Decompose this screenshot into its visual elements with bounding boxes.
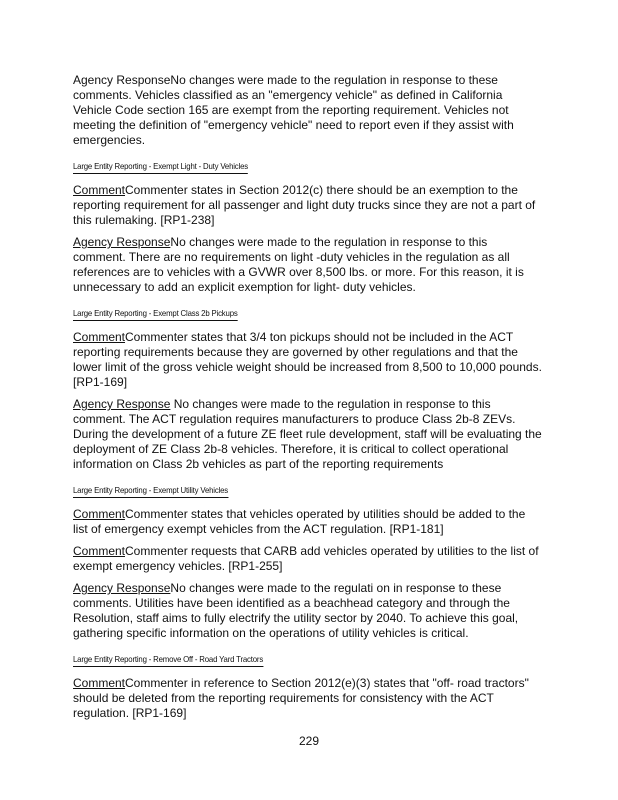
comment-text: Commenter states that 3/4 ton pickups should not be included in the ACT reporting requirements because they are governed by other regulations and that the lower limit of the gross vehicle weight should be increased from 8,500 to 10,000 pounds. [RP1-169] xyxy=(73,330,542,389)
comment-label: Comment xyxy=(73,676,126,690)
comment-text: Commenter requests that CARB add vehicles operated by utilities to the list of exempt emergency vehicles. [RP1-255] xyxy=(73,544,539,573)
comment-text: Commenter states in Section 2012(c) there should be an exemption to the reporting requirement for all passenger and light duty trucks since they are not a part of this rulemaking. [RP1-238] xyxy=(73,183,536,227)
agency-response-paragraph xyxy=(73,235,543,295)
agency-response-paragraph xyxy=(73,581,543,641)
agency-response-paragraph xyxy=(73,73,543,148)
agency-response-label: Agency Response xyxy=(73,581,171,595)
comment-label: Comment xyxy=(73,544,126,558)
comment-paragraph xyxy=(73,676,543,721)
comment-paragraph xyxy=(73,544,543,574)
agency-response-paragraph xyxy=(73,397,543,472)
section-heading: Large Entity Reporting - Exempt Light - Duty Vehicles xyxy=(73,161,248,174)
comment-label: Comment xyxy=(73,507,126,521)
page-number: 229 xyxy=(298,734,320,748)
agency-response-text: No changes were made to the regulation in response to these comments. Vehicles classified as an "emergency vehicle" as defined in California Vehicle Code section 165 are exempt from the reporting requirement. Vehicles not meeting the definition of "emergency vehicle" need to report even if they assist with emergencies. xyxy=(73,73,514,147)
comment-text: Commenter states that vehicles operated by utilities should be added to the list of emergency exempt vehicles from the ACT regulation. [RP1-181] xyxy=(73,507,526,536)
agency-response-text: No changes were made to the regulation in response to this comment. The ACT regulation requires manufacturers to produce Class 2b-8 ZEVs. During the development of a future ZE fleet rule development, staff will be evaluating the deployment of ZE Class 2b-8 vehicles. Therefore, it is critical to collect operational information on Class 2b vehicles as part of the reporting requirements xyxy=(73,397,542,471)
comment-label: Comment xyxy=(73,183,126,197)
section-heading: Large Entity Reporting - Remove Off - Road Yard Tractors xyxy=(73,654,263,667)
comment-text: Commenter in reference to Section 2012(e)(3) states that "off- road tractors" should be deleted from the reporting requirements for consistency with the ACT regulation. [RP1-169] xyxy=(73,676,529,720)
comment-paragraph xyxy=(73,507,543,537)
section-heading: Large Entity Reporting - Exempt Class 2b Pickups xyxy=(73,308,238,321)
agency-response-label: Agency Response xyxy=(73,397,171,411)
document-body xyxy=(73,73,543,728)
agency-response-text: No changes were made to the regulation in response to this comment. There are no requirements on light -duty vehicles in the regulation as all references are to vehicles with a GVWR over 8,500 lbs. or more. For this reason, it is unnecessary to add an explicit exemption for light- duty vehicles. xyxy=(73,235,524,294)
comment-label: Comment xyxy=(73,330,126,344)
comment-paragraph xyxy=(73,183,543,228)
agency-response-text: Agency Response xyxy=(73,73,171,87)
section-heading: Large Entity Reporting - Exempt Utility Vehicles xyxy=(73,485,228,498)
agency-response-text: No changes were made to the regulati on in response to these comments. Utilities have been identified as a beachhead category and through the Resolution, staff aims to fully electrify the utility sector by 2040. To achieve this goal, gathering specific information on the operations of utility vehicles is critical. xyxy=(73,581,519,640)
agency-response-label: Agency Response xyxy=(73,235,171,249)
comment-paragraph xyxy=(73,330,543,390)
